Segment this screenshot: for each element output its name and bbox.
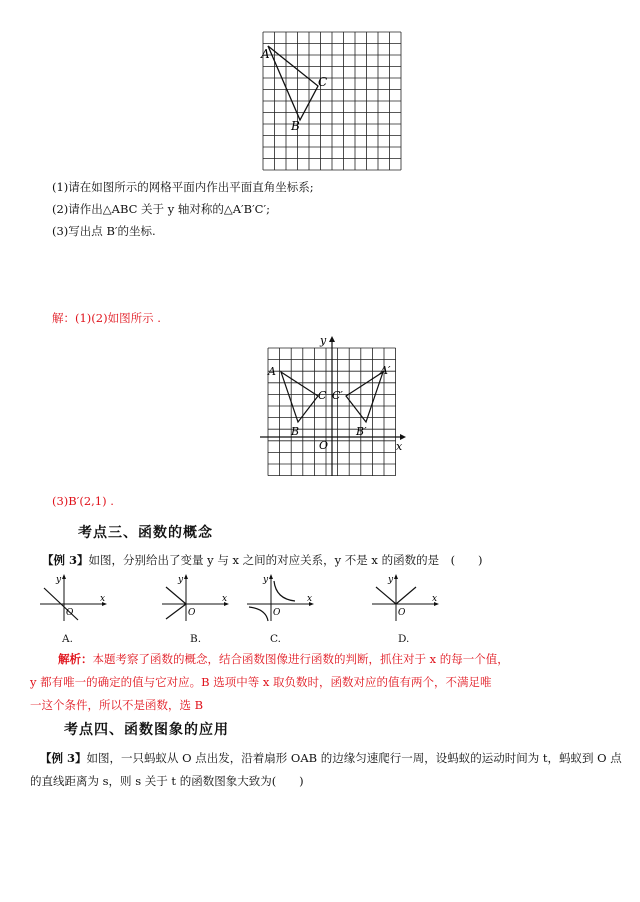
y-axis-arrow xyxy=(329,336,335,342)
example-tag: 【例 3】 xyxy=(40,751,87,765)
svg-text:y: y xyxy=(263,575,269,585)
option-d-label[interactable]: D. xyxy=(398,633,410,645)
label-a-prime: A′ xyxy=(380,364,391,377)
figure-2-coordinate-grid xyxy=(258,334,408,478)
analysis-line-3: 一这个条件，所以不是函数，选 B xyxy=(30,698,204,712)
analysis-label: 解析： xyxy=(58,652,93,666)
svg-text:x: x xyxy=(222,594,228,604)
question-2: (2)请作出△ABC 关于 y 轴对称的△A′B′C′; xyxy=(52,202,270,216)
solution-intro: 解：(1)(2)如图所示 . xyxy=(52,311,161,325)
svg-text:O: O xyxy=(273,608,281,618)
svg-text:y: y xyxy=(388,575,394,585)
example-text: 如图，分别给出了变量 y 与 x 之间的对应关系，y 不是 x 的函数的是 ( ) xyxy=(88,553,483,567)
option-d-graph xyxy=(370,573,442,623)
label-b-prime: B′ xyxy=(356,425,367,438)
svg-text:x: x xyxy=(307,594,313,604)
triangle-abc xyxy=(268,46,318,120)
analysis-line-1: 解析：本题考察了函数的概念，结合函数图像进行函数的判断，抓住对于 x 的每一个值， xyxy=(58,652,509,666)
option-b-label[interactable]: B. xyxy=(190,633,202,645)
figure-1-grid xyxy=(258,28,408,176)
label-x-axis: x xyxy=(396,440,403,453)
svg-text:O: O xyxy=(398,608,406,618)
example-3b-line-1: 【例 3】如图，一只蚂蚁从 O 点出发，沿着扇形 OAB 的边缘匀速爬行一周，设蚂蚁的运动时间为 t，蚂蚁到 O 点 xyxy=(40,751,622,765)
solution-answer-3: (3)B′(2,1) . xyxy=(52,494,114,508)
svg-text:y: y xyxy=(178,575,184,585)
svg-text:O: O xyxy=(66,608,74,618)
triangle-abc-prime xyxy=(346,372,383,422)
label-c: C xyxy=(318,389,327,402)
triangle-abc xyxy=(281,372,318,422)
example-3a-prompt xyxy=(42,553,483,567)
section-3-heading: 考点三、函数的概念 xyxy=(78,525,213,541)
label-c-prime: C′ xyxy=(332,389,343,402)
analysis-line-2: y 都有唯一的确定的值与它对应。B 选项中等 x 取负数时，函数对应的值有两个，不满足唯 xyxy=(30,675,492,689)
label-origin: O xyxy=(319,439,329,452)
option-a-graph xyxy=(38,573,110,623)
example-3b-line-2: 的直线距离为 s，则 s 关于 t 的函数图象大致为( ) xyxy=(30,774,304,788)
question-1: (1)请在如图所示的网格平面内作出平面直角坐标系; xyxy=(52,180,314,194)
label-b: B xyxy=(291,425,300,438)
option-c-label[interactable]: C. xyxy=(270,633,281,645)
svg-text:O: O xyxy=(188,608,196,618)
label-c: C xyxy=(318,75,328,89)
option-c-graph xyxy=(245,573,317,623)
label-b: B xyxy=(291,119,300,133)
section-4-heading: 考点四、函数图象的应用 xyxy=(64,722,229,738)
label-a: A xyxy=(268,365,276,378)
label-y-axis: y xyxy=(320,334,327,347)
svg-text:y: y xyxy=(56,575,62,585)
option-a-label[interactable]: A. xyxy=(62,633,73,645)
option-b-graph xyxy=(160,573,232,623)
label-a: A xyxy=(261,47,270,61)
question-3: (3)写出点 B′的坐标. xyxy=(52,224,156,238)
svg-text:x: x xyxy=(432,594,438,604)
example-tag: 【例 3】 xyxy=(42,553,89,567)
svg-text:x: x xyxy=(100,594,106,604)
